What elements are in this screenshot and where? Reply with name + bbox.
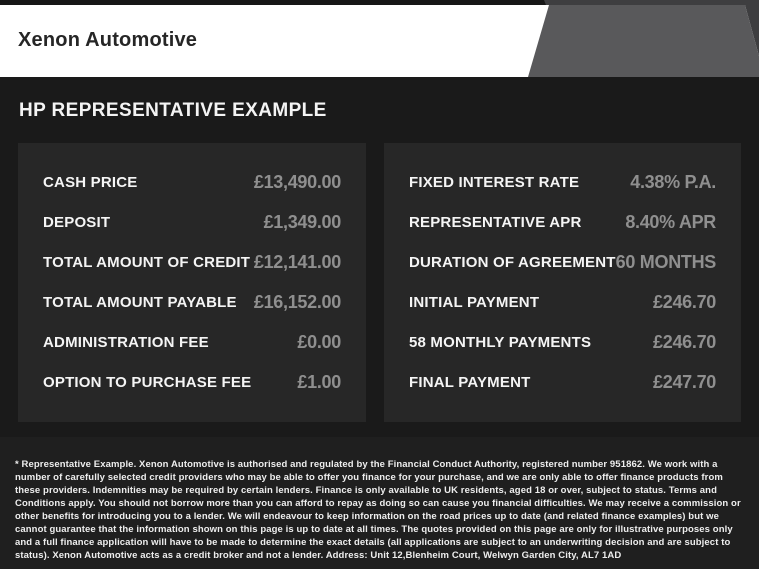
disclaimer-text: * Representative Example. Xenon Automotive is authorised and regulated by the Financial Conduct Authority, registered number 951862. We work with a number of carefully selected credit providers who may be able to offer you finance for your purchase, and we are only able to offer finance products from these providers. Indemnities may be required by certain lenders. Finance is only available to UK residents, aged 18 or over, subject to status. Terms and Conditions apply. You should not borrow more than you can afford to repay as doing so can cause you financial difficulties. We may receive a commission or other benefits for introducing you to a lender. We will endeavour to keep information on the road prices up to date (and related finance examples) but we cannot guarantee that the information shown on this page is up to date at all times. The quotes provided on this page are only for illustrative purposes only and a full finance application will have to be made to determine the exact details (all applications are subject to an underwriting decision and are subject to status). Xenon Automotive acts as a credit broker and not a lender. Address: Unit 12,Blenheim Court, Welwyn Garden City, AL7 1AD	[15, 459, 741, 561]
row-value: £247.70	[653, 372, 716, 393]
dealer-name: Xenon Automotive	[18, 29, 198, 51]
row-label: INITIAL PAYMENT	[408, 294, 540, 312]
row-label: REPRESENTATIVE APR	[408, 213, 582, 231]
row-value: £13,490.00	[253, 171, 341, 192]
header-bar	[0, 0, 759, 77]
row-label: FINAL PAYMENT	[408, 374, 531, 392]
table-row	[409, 202, 716, 242]
row-value: 8.40% APR	[625, 211, 716, 232]
finance-example-section	[0, 77, 759, 437]
row-value: £0.00	[297, 332, 341, 353]
row-label: DURATION OF AGREEMENT	[408, 253, 616, 271]
row-label: CASH PRICE	[43, 173, 138, 191]
row-label: DEPOSIT	[43, 213, 111, 231]
finance-panel-right	[384, 143, 741, 422]
row-label: TOTAL AMOUNT OF CREDIT	[43, 253, 251, 271]
table-row	[409, 283, 716, 323]
row-value: £246.70	[653, 292, 716, 313]
row-label: OPTION TO PURCHASE FEE	[43, 374, 252, 392]
table-row	[409, 242, 716, 282]
row-value: 60 MONTHS	[615, 251, 716, 272]
row-value: 4.38% P.A.	[630, 171, 716, 192]
row-label: ADMINISTRATION FEE	[43, 334, 209, 352]
row-label: TOTAL AMOUNT PAYABLE	[43, 294, 237, 312]
table-row	[43, 283, 341, 323]
row-value: £1,349.00	[263, 211, 341, 232]
row-label: 58 MONTHLY PAYMENTS	[408, 334, 592, 352]
page-title: HP REPRESENTATIVE EXAMPLE	[19, 100, 327, 121]
table-row	[43, 323, 341, 363]
row-value: £246.70	[653, 332, 716, 353]
row-value: £16,152.00	[253, 292, 341, 313]
finance-panels	[0, 143, 759, 422]
table-row	[43, 363, 341, 403]
row-value: £1.00	[297, 372, 341, 393]
table-row	[409, 363, 716, 403]
footer-disclaimer-section	[0, 437, 759, 569]
finance-panel-left	[18, 143, 366, 422]
table-row	[43, 162, 341, 202]
row-label: FIXED INTEREST RATE	[408, 173, 580, 191]
table-row	[409, 162, 716, 202]
table-row	[43, 202, 341, 242]
table-row	[43, 242, 341, 282]
row-value: £12,141.00	[253, 251, 341, 272]
table-row	[409, 323, 716, 363]
